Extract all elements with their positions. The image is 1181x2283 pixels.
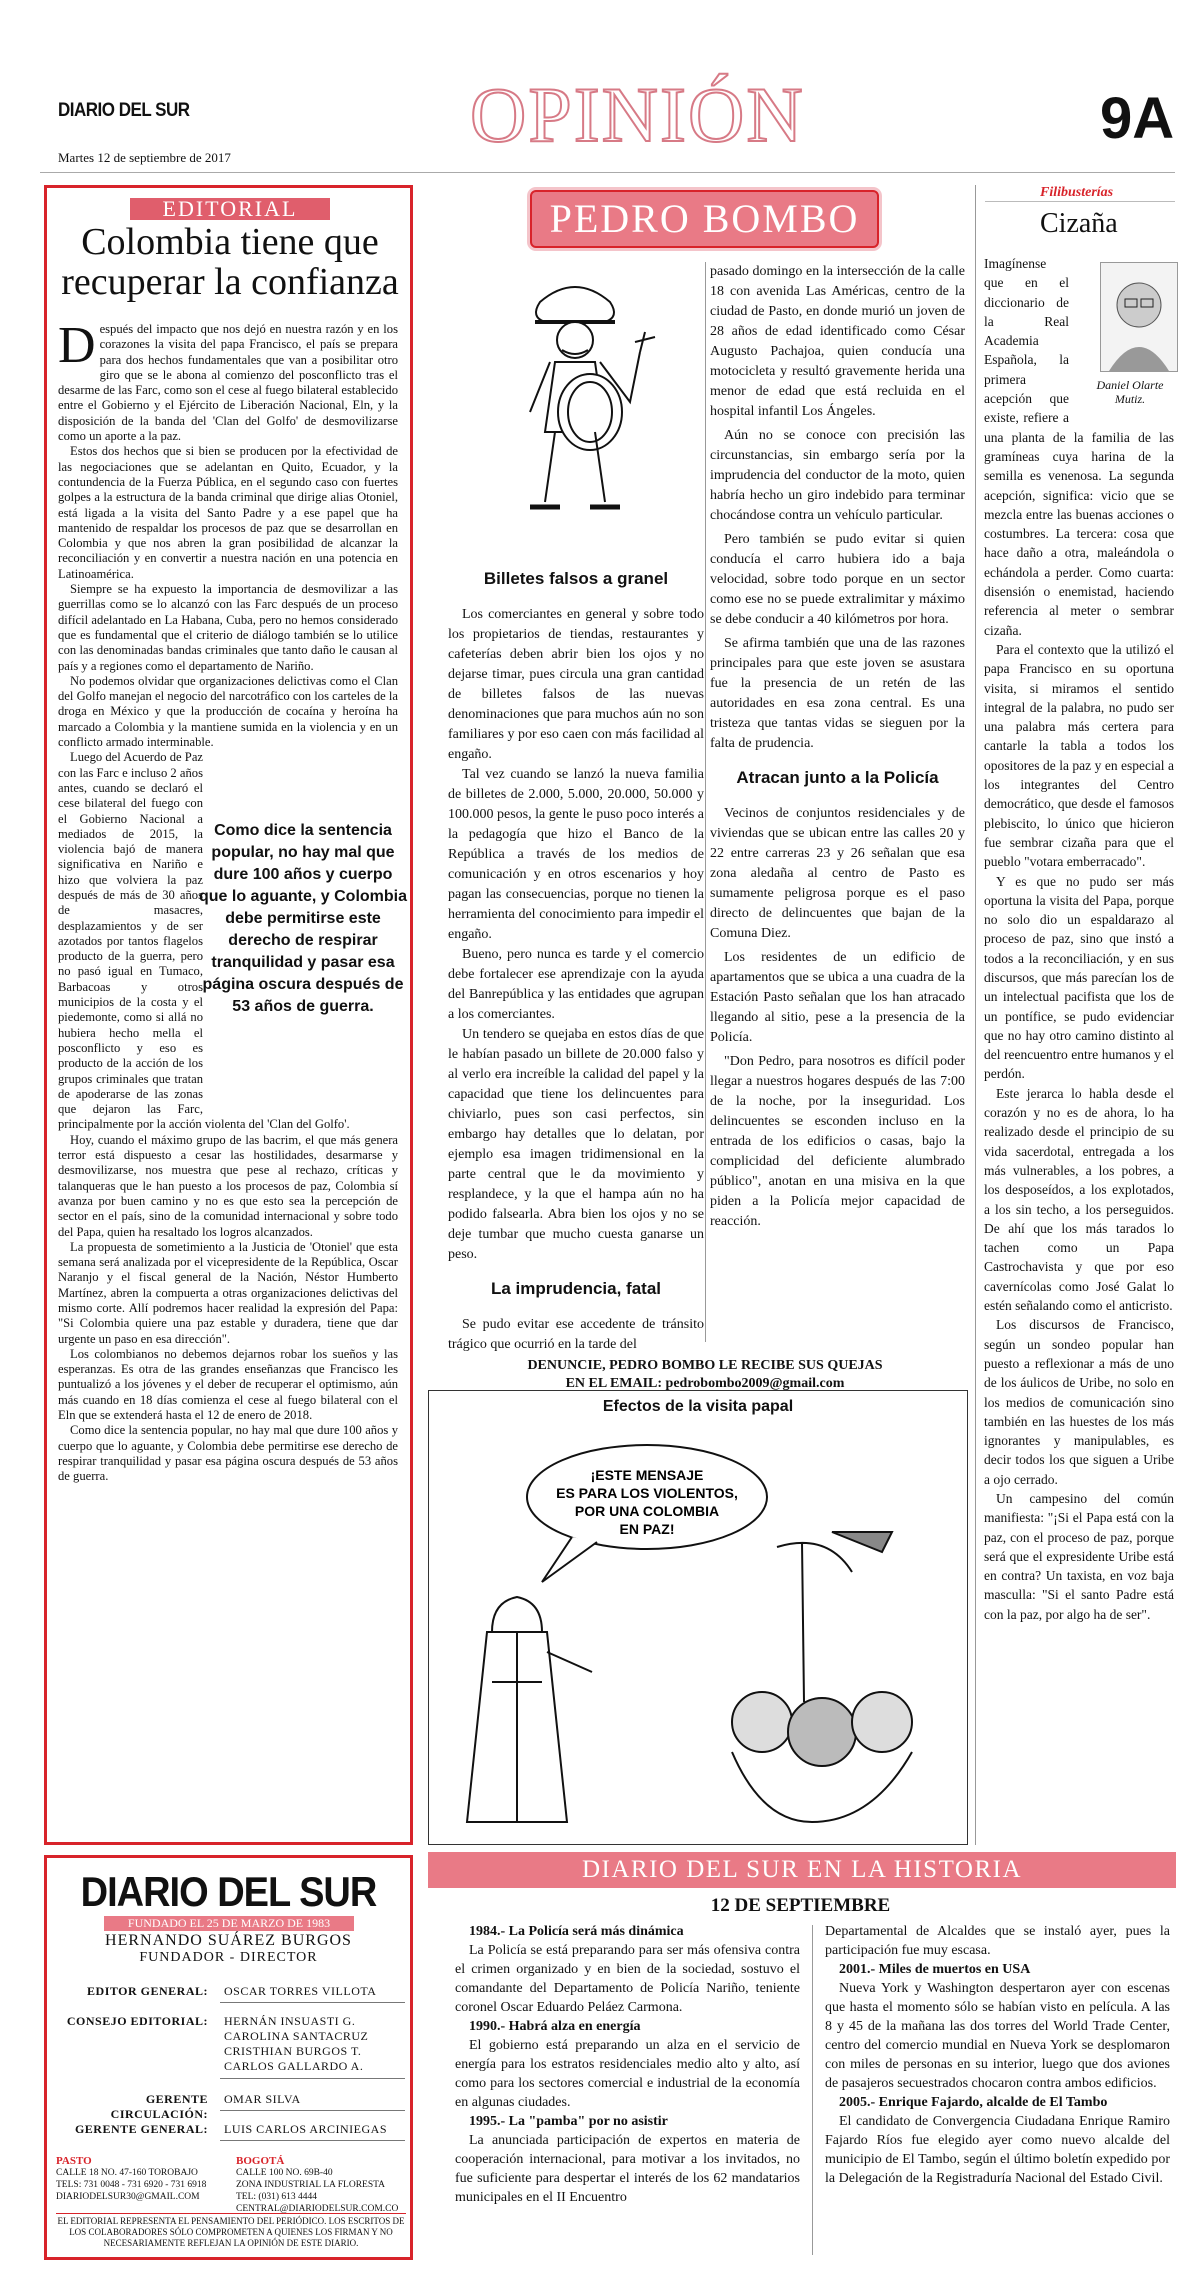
header-rule: [40, 172, 1175, 173]
editorial-paragraph: espués del impacto que nos dejó en nuestra razón y en los corazones la visita del papa Francisco, el país se prepara para dos hechos fundamentales que van a posibilitar otro giro que se le abona al comienzo del posconflicto tras el desarme de las Farc, como son el cese al fuego bilateral establecido entre el Gobierno y el Ejército de Liberación Nacional, Eln, y la disposición de la banda del 'Clan del Golfo' de desmovilizarse como un aporte a la paz.: [58, 322, 398, 444]
pb-paragraph: Se afirma también que una de las razones principales para que este joven se asustara fue la presencia de un retén de las autoridades en esa zona central. Es una tristeza que tantas vidas se sieguen por la falta de prudencia.: [710, 636, 965, 751]
column-kicker: Filibusterías: [1040, 185, 1114, 200]
staff-label: CONSEJO EDITORIAL:: [66, 2014, 208, 2028]
photo-slot: [1069, 254, 1174, 416]
history-text: La Policía se está preparando para ser más ofensiva contra el crimen organizado y en bien de la sociedad, sostuvo el comandante del Departamento de Policía Nariño, teniente coronel Oscar Eduardo Peláez Carmona.: [455, 1943, 800, 2015]
contact-email[interactable]: EN EL EMAIL: pedrobombo2009@gmail.com: [565, 1376, 845, 1391]
staff-rule: [220, 2078, 405, 2079]
editorial-paragraph: Estos dos hechos que si bien se producen por la efectividad de las negociaciones que se adelantan en Quito, Ecuador, y la contundencia de la Fuerza Pública, en el segundo caso con fuertes golpes a la estructura de la banda criminal que dirige alias Otoniel, está ligada a la visita del Santo Padre y a ese papel que ha mantenido de respaldar los procesos de paz que se desarrollan en Colombia y que nos abren la gran posibilidad de alcanzar la reconciliación y en convertir a nuestra nación en una potencia en Latinoamérica.: [58, 444, 398, 581]
staff-label: GERENTE CIRCULACIÓN:: [110, 2092, 208, 2121]
cartoon-title: Efectos de la visita papal: [602, 1398, 794, 1415]
staff-value: LUIS CARLOS ARCINIEGAS: [224, 2122, 388, 2136]
pb-heading-imprudencia: La imprudencia, fatal: [490, 1279, 662, 1298]
editorial-paragraph: Luego del Acuerdo de Paz con las Farc e incluso 2 años antes, cuando se declaró el cese bilateral del fuego con el Gobierno Nacional a mediados de 2015, la violencia bajó de manera significativa en Nariño e hizo que volviera la paz después de más de 30 años de masacres, desplazamientos y de ser azotados por tantos flagelos producto de la guerra, pero no pasó igual en Tumaco, Barbacoas y otros municipios de la costa y el piedemonte, como si allá no hubiera hecho mella el posconflicto y eso es producto de la acción de los grupos criminales que tratan de apoderarse de las zonas que dejaron las Farc, principalmente por la acción violenta del 'Clan del Golfo'.: [58, 750, 350, 1132]
founder-name: HERNANDO SUÁREZ BURGOS: [105, 1932, 352, 1949]
staff-rule: [220, 2110, 405, 2111]
column-paragraph: Los discursos de Francisco, según un sondeo popular han puesto a reflexionar a más de uno de los áulicos de Uribe, no solo en los medios de comunicación sino también en las huestes de los más ignorantes y manipulables, es decir todos los que siguen a Uribe a ojo cerrado.: [984, 1317, 1174, 1487]
history-heading: 1990.- Habrá alza en energía: [469, 2019, 641, 2034]
newspaper-logo: DIARIO DEL SUR: [80, 1869, 377, 1917]
drummer-illustration: [470, 262, 680, 522]
column-paragraph: Este jerarca lo habla desde el corazón y no es de ahora, lo ha realizado desde el principio de su vida sacerdotal, entregada a los más vulnerables, a los pobres, a los desposeídos, a los explotados, a los sin techo, a los perseguidos. De ahí que los más tarados lo tachen como un Papa Castrochavista y que por eso cavernícolas como José Galat lo estén señalando como el anticristo.: [984, 1085, 1174, 1314]
history-text: La anunciada participación de expertos en materia de cooperación internacional, para motivar a los invitados, no fue suficiente para despertar el interés de los 62 mandatarios municipales en el II Encuentro: [455, 2133, 800, 2205]
pb-paragraph: Los residentes de un edificio de apartamentos que se ubica a una cuadra de la Estación Pasto señalan que los han atracado llegando al sitio, pese a la presencia de la Policía.: [710, 950, 965, 1045]
pedro-bombo-contact: [445, 1357, 965, 1393]
pb-heading-billetes: Billetes falsos a granel: [483, 569, 669, 588]
history-heading: 2005.- Enrique Fajardo, alcalde de El Tambo: [839, 2095, 1108, 2110]
cartoon-illustration: [432, 1422, 964, 1840]
pb-paragraph: Se pudo evitar ese accedente de tránsito trágico que ocurrió en la tarde del: [448, 1317, 704, 1352]
staff-label: EDITOR GENERAL:: [87, 1984, 208, 1998]
editorial-paragraph: La propuesta de sometimiento a la Justicia de 'Otoniel' que esta semana será analizada por el vicepresidente de la República, Oscar Naranjo y el fiscal general de la Nación, Néstor Humberto Martínez, abren la compuerta a otras organizaciones delictivas del mismo corte. Allí podremos hacer realidad la expresión del Papa: "Si Colombia quiere una paz estable y duradera, tiene que dar urgente un paso en esa dirección".: [58, 1239, 398, 1346]
column-paragraph: Para el contexto que la utilizó el papa Francisco en su oportuna visita, si miramos el sentido integral de la palabra, no pudo ser una palabra más certera para cantarle la tabla a todos los opositores de la paz y en especial a los integrantes del Centro democrático, que desde el famosos plebiscito, lo único que hicieron fue sembrar cizaña para que el pueblo "votara emberracado".: [984, 641, 1174, 870]
history-banner: DIARIO DEL SUR EN LA HISTORIA: [428, 1852, 1176, 1888]
pb-paragraph: Los comerciantes en general y sobre todo los propietarios de tiendas, restaurantes y cafeterías deben abrir bien los ojos y no dejarse timar, pues circula una gran cantidad de billetes falsos de las nuevas denominaciones que para muchos aún no son familiares y por eso caen con más facilidad al engaño.: [448, 607, 704, 762]
phone-line: TEL: (031) 613 4444: [236, 2192, 318, 2202]
editorial-dropcap: D: [58, 317, 96, 374]
editorial-paragraph: Los colombianos no debemos dejarnos robar los sueños y las esperanzas. Es otra de las grandes enseñanzas que Francisco les puntualizó a los jóvenes y el deber de recuperar el optimismo, aún más cuando en 18 días comienza el cese al fuego bilateral con el Eln que se extenderá hasta el 12 de enero de 2018.: [58, 1346, 398, 1423]
bogota-address: [236, 2155, 406, 2215]
history-heading: 2001.- Miles de muertos en USA: [839, 1962, 1031, 1977]
editorial-paragraph: Siempre se ha expuesto la importancia de desmovilizar a las guerrillas como se lo alcanzó con las Farc después de un proceso difícil adelantado en La Habana, Cuba, pero no hemos considerado que es fundamental que el criterio de diálogo también se lo utilice con las denominadas bandas criminales que tanto daño le causan al país y a regiones como el departamento de Nariño.: [58, 582, 398, 673]
address-line: CALLE 18 NO. 47-160 TOROBAJO: [56, 2168, 198, 2178]
staff-value: OSCAR TORRES VILLOTA: [224, 1984, 377, 1998]
history-right-column: [825, 1922, 1170, 2188]
kicker-rule: [985, 201, 1175, 202]
editorial-paragraph: Como dice la sentencia popular, no hay mal que dure 100 años y cuerpo que lo aguante, y Colombia debe permitirse ese derecho de respirar tranquilidad y pasar esa página oscura después de 53 años de guerra.: [58, 1423, 398, 1484]
staff-value: OMAR SILVA: [224, 2092, 301, 2106]
column-title: Cizaña: [1040, 208, 1118, 239]
section-title: OPINIÓN: [470, 71, 805, 158]
history-text: Departamental de Alcaldes que se instaló ayer, pues la participación fue muy escasa.: [825, 1924, 1170, 1958]
history-text: El gobierno está preparando un alza en el servicio de energía para los estratos residenciales medio alto y alto, así como para los sectores comercial e industrial de la economía en algunas ciudades.: [455, 2038, 800, 2110]
page-number: 9A: [1100, 86, 1175, 151]
pedro-bombo-banner: PEDRO BOMBO: [530, 190, 879, 248]
column-rule: [975, 185, 976, 1845]
pb-paragraph: Aún no se conoce con precisión las circunstancias, sin embargo sería por la imprudencia del conductor de la moto, quien habría hecho un giro indebido para terminar chocándose contra un vehículo particular.: [710, 428, 965, 523]
issue-date: Martes 12 de septiembre de 2017: [58, 150, 231, 165]
history-heading: 1995.- La "pamba" por no asistir: [469, 2114, 668, 2129]
masthead: DIARIO DEL SUR: [58, 98, 190, 121]
column-paragraph: Imagínense que en el diccionario de la Real Academia Española, la primera acepción que existe, refiere a una planta de la familia de las gramíneas cuya harina de la semilla es venenosa. La segunda acepción, significa: vicio que se mezcla entre las buenas acciones o costumbres. La tercera: cosa que hace daño a otra, maleándola o echándola a perder. Como cuarta: disensión o enemistad, haciendo referencia al meter o sembrar cizaña.: [984, 256, 1174, 638]
pb-paragraph: pasado domingo en la intersección de la calle 18 con avenida Las Américas, centro de la ciudad de Pasto, en donde murió un joven de 28 años de edad identificado como César Augusto Pachajoa, quien conducía una motocicleta y resultó gravemente herida una menor de edad que está recluida en el hospital infantil Los Ángeles.: [710, 264, 965, 419]
pb-paragraph: Tal vez cuando se lanzó la nueva familia de billetes de 2.000, 5.000, 20.000, 50.000 y 100.000 pesos, la gente le puso poco interés a la pedagogía que hizo el Banco de la República a través de los medios de comunicación y en otros escenarios y hoy pagan las consecuencias, porque no tienen la herramienta del conocimiento para impedir el engaño.: [448, 767, 704, 942]
cartoon-speech-line: ¡ESTE MENSAJE: [590, 1467, 704, 1483]
staff-value: CAROLINA SANTACRUZ: [224, 2029, 369, 2043]
pb-paragraph: Bueno, pero nunca es tarde y el comercio debe fortalecer ese aprendizaje con la ayuda del Banrepública y las entidades que agrupan a los comerciantes.: [448, 947, 704, 1022]
pb-paragraph: "Don Pedro, para nosotros es difícil poder llegar a nuestros hogares después de las 7:00 de la noche, por la inseguridad. Los delincuentes se esconden incluso en la entrada de los edificios o casas, bajo la complicidad del deficiente alumbrado público", anotan en una misiva en la que piden a la Policía mejor capacidad de reacción.: [710, 1054, 965, 1229]
email-line[interactable]: DIARIODELSUR30@GMAIL.COM: [56, 2192, 200, 2202]
editorial-title: Colombia tiene que recuperar la confianza: [61, 221, 399, 303]
pb-paragraph: Vecinos de conjuntos residenciales y de viviendas que se ubican entre las calles 20 y 22 entre carreras 23 y 26 señalan que esa zona aledaña al centro de Pasto es sumamente peligrosa porque es el paso directo de delincuentes que bajan de la Comuna Diez.: [710, 806, 965, 941]
editorial-paragraph: No podemos olvidar que organizaciones delictivas como el Clan del Golfo manejan el negocio del narcotráfico con los carteles de la droga en México y que la producción de cocaína y heroína ha marcado a Colombia y la mantiene sumida en la violencia y en un conflicto armado interminable.: [58, 673, 398, 750]
editorial-pull-quote: Como dice la sentencia popular, no hay mal que dure 100 años y cuerpo que lo aguante, y Colombia debe permitirse este derecho de respirar tranquilidad y pasar esa página oscura después de 53 años de guerra.: [198, 822, 408, 1015]
column-rule: [812, 1925, 813, 2255]
staff-label: GERENTE GENERAL:: [74, 2122, 208, 2136]
column-paragraph: Y es que no pudo ser más oportuna la visita del Papa, porque no solo dio un espaldarazo al proceso de paz, sino que instó a todos a la reconciliación, y en sus discursos, que más parecían los de un intelectual pacifista que los de un pontífice, se pudo evidenciar que no hay otro camino distinto al del reencuentro entre humanos y el perdón.: [984, 873, 1174, 1082]
founded-date: FUNDADO EL 25 DE MARZO DE 1983: [104, 1916, 354, 1931]
pb-heading-atracan: Atracan junto a la Policía: [736, 768, 939, 787]
cartoon-speech-line: ES PARA LOS VIOLENTOS,: [556, 1485, 738, 1501]
editorial-disclaimer: EL EDITORIAL REPRESENTA EL PENSAMIENTO DEL PERIÓDICO. LOS ESCRITOS DE LOS COLABORADORES SÓLO COMPROMETEN A QUIENES LOS FIRMAN Y NO NECESARIAMENTE REFLEJAN LA OPINIÓN DE ESTE DIARIO.: [56, 2213, 406, 2249]
founder-role: FUNDADOR - DIRECTOR: [139, 1950, 318, 1965]
address-line: ZONA INDUSTRIAL LA FLORESTA: [236, 2180, 386, 2190]
contact-line: DENUNCIE, PEDRO BOMBO LE RECIBE SUS QUEJAS: [527, 1358, 883, 1373]
history-left-column: [455, 1922, 800, 2207]
pedro-bombo-left-column: [448, 555, 704, 1355]
column-rule: [705, 262, 706, 1342]
author-caption: Daniel Olarte Mutiz.: [1096, 378, 1164, 406]
column-body: [984, 254, 1174, 1624]
pedro-bombo-right-column: [710, 262, 965, 1236]
staff-rule: [220, 2002, 405, 2003]
column-paragraph: Un campesino del común manifiesta: "¡Si el Papa está con la paz, con el proceso de paz, porque será que el expresidente Uribe está en contra? Un taxista, en voz baja masculla: "Si el santo Padre está con la paz, por algo ha de ser".: [984, 1491, 1174, 1622]
email-line[interactable]: CENTRAL@DIARIODELSUR.COM.CO: [236, 2204, 399, 2214]
staff-value: CARLOS GALLARDO A.: [224, 2059, 364, 2073]
history-text: Nueva York y Washington despertaron ayer con escenas que hasta el momento sólo se habían visto en película. A las 8 y 45 de la mañana las dos torres del World Trade Center, centro del comercio mundial en Nueva York se desplomaron con miles de personas en su interior, luego que dos aviones de pasajeros secuestrados chocaron contra ambos edificios.: [825, 1981, 1170, 2091]
city-label: PASTO: [56, 2155, 92, 2167]
history-date: 12 DE SEPTIEMBRE: [710, 1895, 891, 1916]
pb-paragraph: Pero también se pudo evitar si quien conducía el carro hubiera ido a baja velocidad, sobre todo porque en un sector como ese no se puede extralimitar y máximo se debe conducir a 40 kilómetros por hora.: [710, 532, 965, 627]
staff-value: CRISTHIAN BURGOS T.: [224, 2044, 362, 2058]
staff-value: HERNÁN INSUASTI G.: [224, 2014, 356, 2028]
city-label: BOGOTÁ: [236, 2155, 285, 2167]
pb-paragraph: Un tendero se quejaba en estos días de que le habían pasado un billete de 20.000 falso y al verlo era increíble la calidad del papel y la capacidad que tiene los delincuentes para chiviarlo, pues son casi perfectos, sin embargo hay detalles que lo delatan, por ejemplo esa imagen tridimensional en la parte central que le da movimiento y resplandece, y la que el hampa aún no ha podido falsearla. Abra bien los ojos y no se deje tumbar que mucho cuesta ganarse un peso.: [448, 1027, 704, 1262]
cartoon-speech-line: EN PAZ!: [619, 1521, 675, 1537]
history-text: El candidato de Convergencia Ciudadana Enrique Ramiro Fajardo Ríos fue elegido ayer como nuevo alcalde del municipio de El Tambo, según el último boletín expedido por la Delegación de la Registraduría Nacional del Estado Civil.: [825, 2114, 1170, 2186]
pasto-address: [56, 2155, 226, 2203]
editorial-label: EDITORIAL: [130, 198, 330, 220]
history-heading: 1984.- La Policía será más dinámica: [469, 1924, 684, 1939]
cartoon-speech-line: POR UNA COLOMBIA: [574, 1503, 720, 1519]
editorial-paragraph: Hoy, cuando el máximo grupo de las bacrim, el que más genera terror está dispuesto a cesar las hostilidades, desarmarse y desmovilizarse, nos muestra que pese al rechazo, críticas y talanqueras que le han puesto a los procesos de paz, Colombia sí avanza por buen camino y no es que esto sea la percepción de sector en el país, sino de la comunidad internacional y sobre todo del Papa, quien ha resaltado los logros alcanzados.: [58, 1132, 398, 1239]
phone-line: TELS: 731 0048 - 731 6920 - 731 6918: [56, 2180, 207, 2190]
staff-rule: [220, 2140, 405, 2141]
address-line: CALLE 100 NO. 69B-40: [236, 2168, 333, 2178]
